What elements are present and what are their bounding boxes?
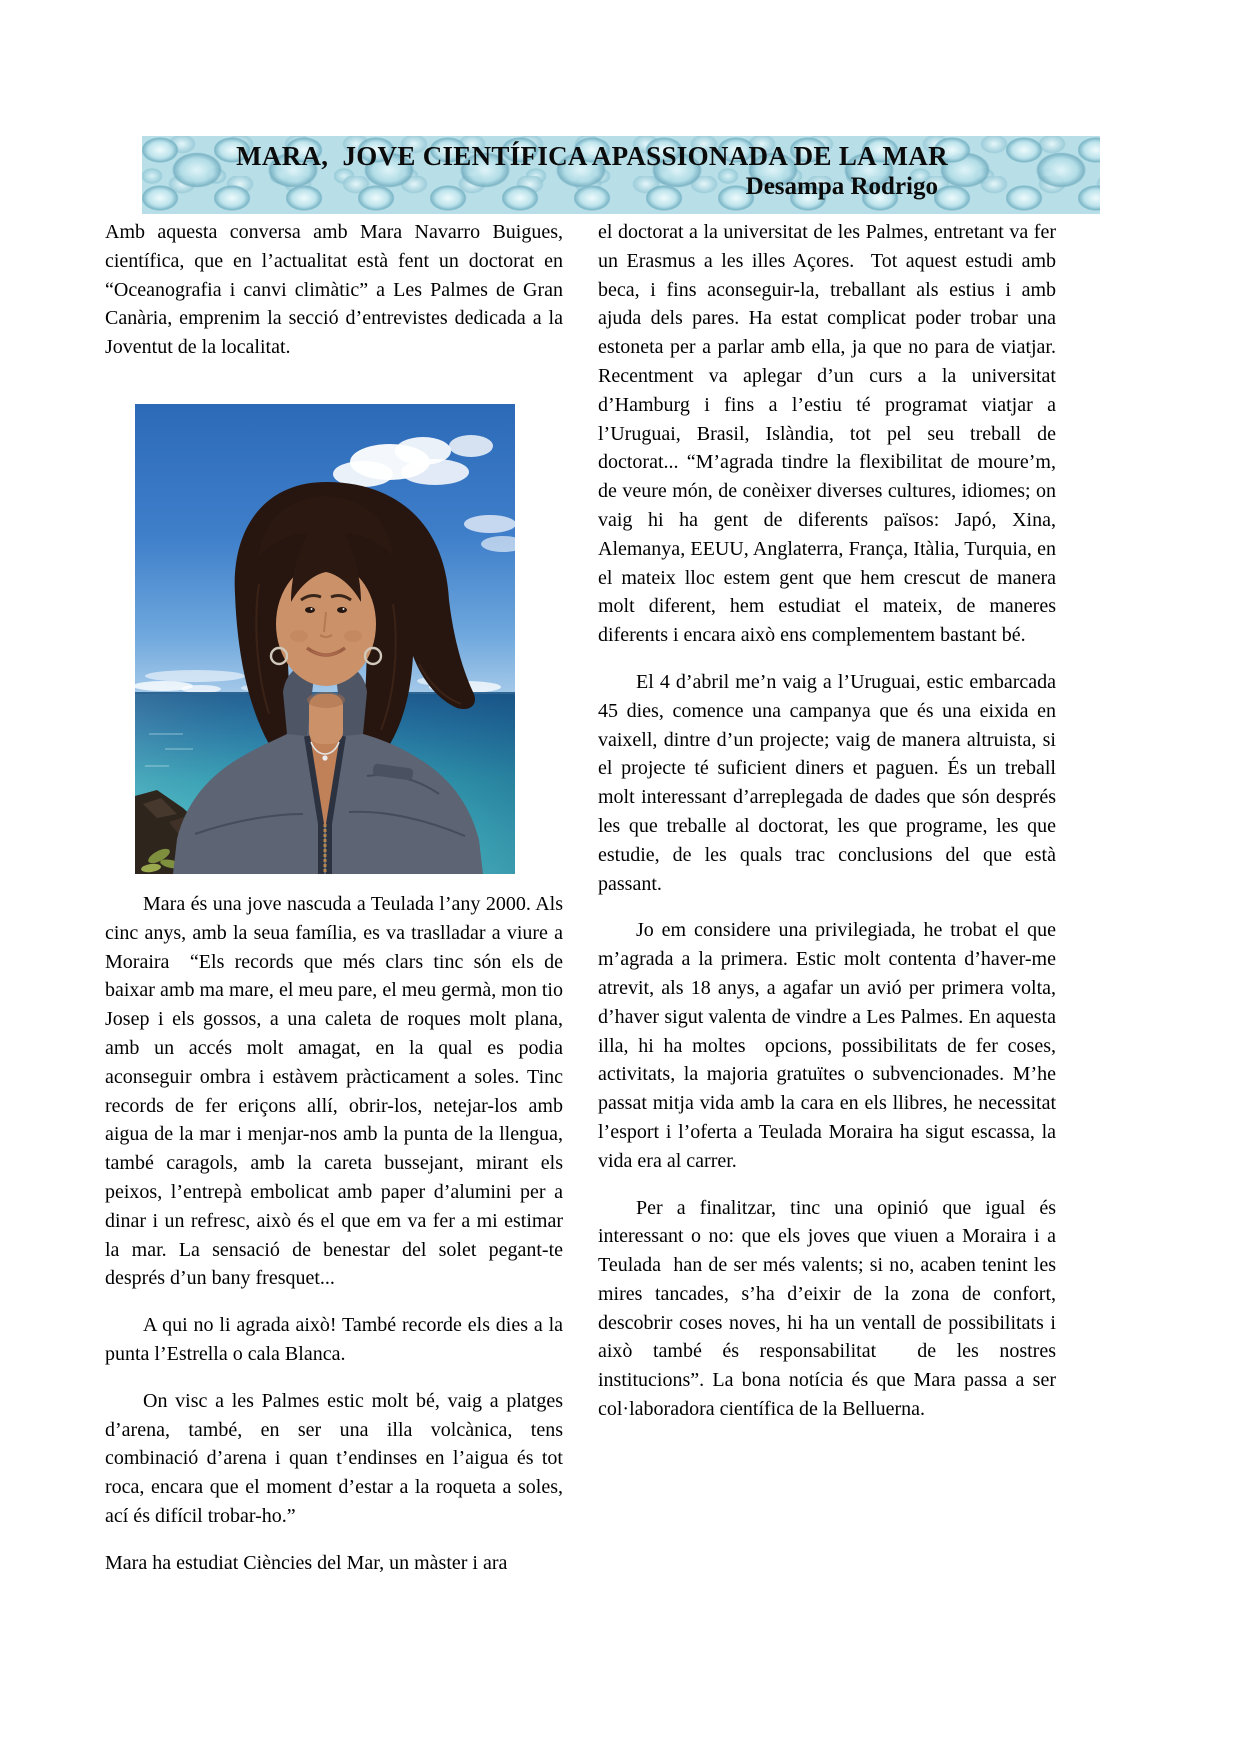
paragraph: Per a finalitzar, tinc una opinió que igual és interessant o no: que els joves que viuen a Moraira i a Teulada han de ser més valents; si no, acaben tenint les mires tancades, s’ha d’eixir de la zona de confort, descobrir coses noves, hi ha un ventall de possibilitats i això també és responsabilitat de les nostres institucions”. La bona notícia és que Mara passa a ser col·laboradora científica de la Belluerna. [598,1196,1056,1421]
paragraph: On visc a les Palmes estic molt bé, vaig a platges d’arena, també, en ser una illa volcànica, tens combinació d’arena i quan t’endinses en l’aigua és tot roca, encara que el moment d’estar a la roqueta a soles, ací és difícil trobar-ho.” [105,1389,563,1527]
portrait-photo-graphic [135,404,515,874]
paragraph: Jo em considere una privilegiada, he trobat el que m’agrada a la primera. Estic molt contenta d’haver-me atrevit, als 18 anys, a agafar un avió per primera volta, d’haver sigut valenta de vindre a Les Palmes. En aquesta illa, hi ha moltes opcions, possibilitats de fer coses, activitats, la majoria gratuïtes o subvencionades. M’he passat mitja vida amb la cara en els llibres, he necessitat l’esport i l’oferta a Teulada Moraira ha sigut escassa, la vida era al carrer. [598,919,1056,1172]
paragraph: Mara és una jove nascuda a Teulada l’any 2000. Als cinc anys, amb la seua família, es va traslladar a viure a Moraira “Els records que més clars tinc són els de baixar amb ma mare, el meu pare, el meu germà, mon tio Josep i els gossos, a una caleta de roques molt plana, amb un accés molt amagat, en la qual es podia aconseguir ombra i estàvem pràcticament a soles. Tinc records de fer eriçons allí, obrir-los, netejar-los amb aigua de la mar i menjar-nos amb la punta de la llengua, també caragols, amb la careta bussejant, mirant els peixos, l’entrepà embolicat amb paper d’alumini per a dinar i un refresc, això és el que em va fer a mi estimar la mar. La sensació de benestar del solet pegant-te després d’un bany fresquet... [105,892,563,1290]
article-title: MARA, JOVE CIENTÍFICA APASSIONADA DE LA MAR [236,141,948,171]
paragraph: Mara ha estudiat Ciències del Mar, un màster i ara [105,1551,508,1574]
article-header-banner [142,136,1100,214]
paragraph: A qui no li agrada això! També recorde els dies a la punta l’Estrella o cala Blanca. [105,1314,563,1365]
paragraph: el doctorat a la universitat de les Palmes, entretant va fer un Erasmus a les illes Açores. Tot aquest estudi amb beca, i fins aconseguir-la, treballant als estius i amb ajuda dels pares. Ha estat complicat poder trobar una estoneta per a parlar amb ella, ja que no para de viatjar. Recentment va aplegar d’un curs a la universitat d’Hamburg i fins a l’estiu té programat viatjar a l’Uruguai, Brasil, Islàndia, tot pel seu treball de doctorat... “M’agrada tindre la flexibilitat de moure’m, de veure món, de conèixer diverses cultures, idiomes; on vaig hi ha gent de diferents països: Japó, Xina, Alemanya, EEUU, Anglaterra, França, Itàlia, Turquia, en el mateix lloc estem gent que hem crescut de manera molt diferent, hem estudiat el mateix, de maneres diferents i encara això ens complementem bastant bé. [598,221,1056,647]
paragraph: El 4 d’abril me’n vaig a l’Uruguai, estic embarcada 45 dies, comence una campanya que és una eixida en vaixell, dintre d’un projecte; vaig de manera altruista, si el projecte té suficient diners et paguen. És un treball molt interessant d’arreplegada de dades que són després les que treballe al doctorat, les que programe, les que estudie, de les quals trac conclusions del que està passant. [598,670,1056,895]
face [276,562,376,686]
right-column [598,218,1056,1442]
article-author: Desampa Rodrigo [745,173,938,200]
portrait-photo [135,404,515,874]
left-column [105,218,563,1596]
paragraph-intro: Amb aquesta conversa amb Mara Navarro Buigues, científica, que en l’actualitat està fent un doctorat en “Oceanografia i canvi climàtic” a Les Palmes de Gran Canària, emprenim la secció d’entrevistes dedicada a la Joventut de la localitat. [105,221,563,359]
